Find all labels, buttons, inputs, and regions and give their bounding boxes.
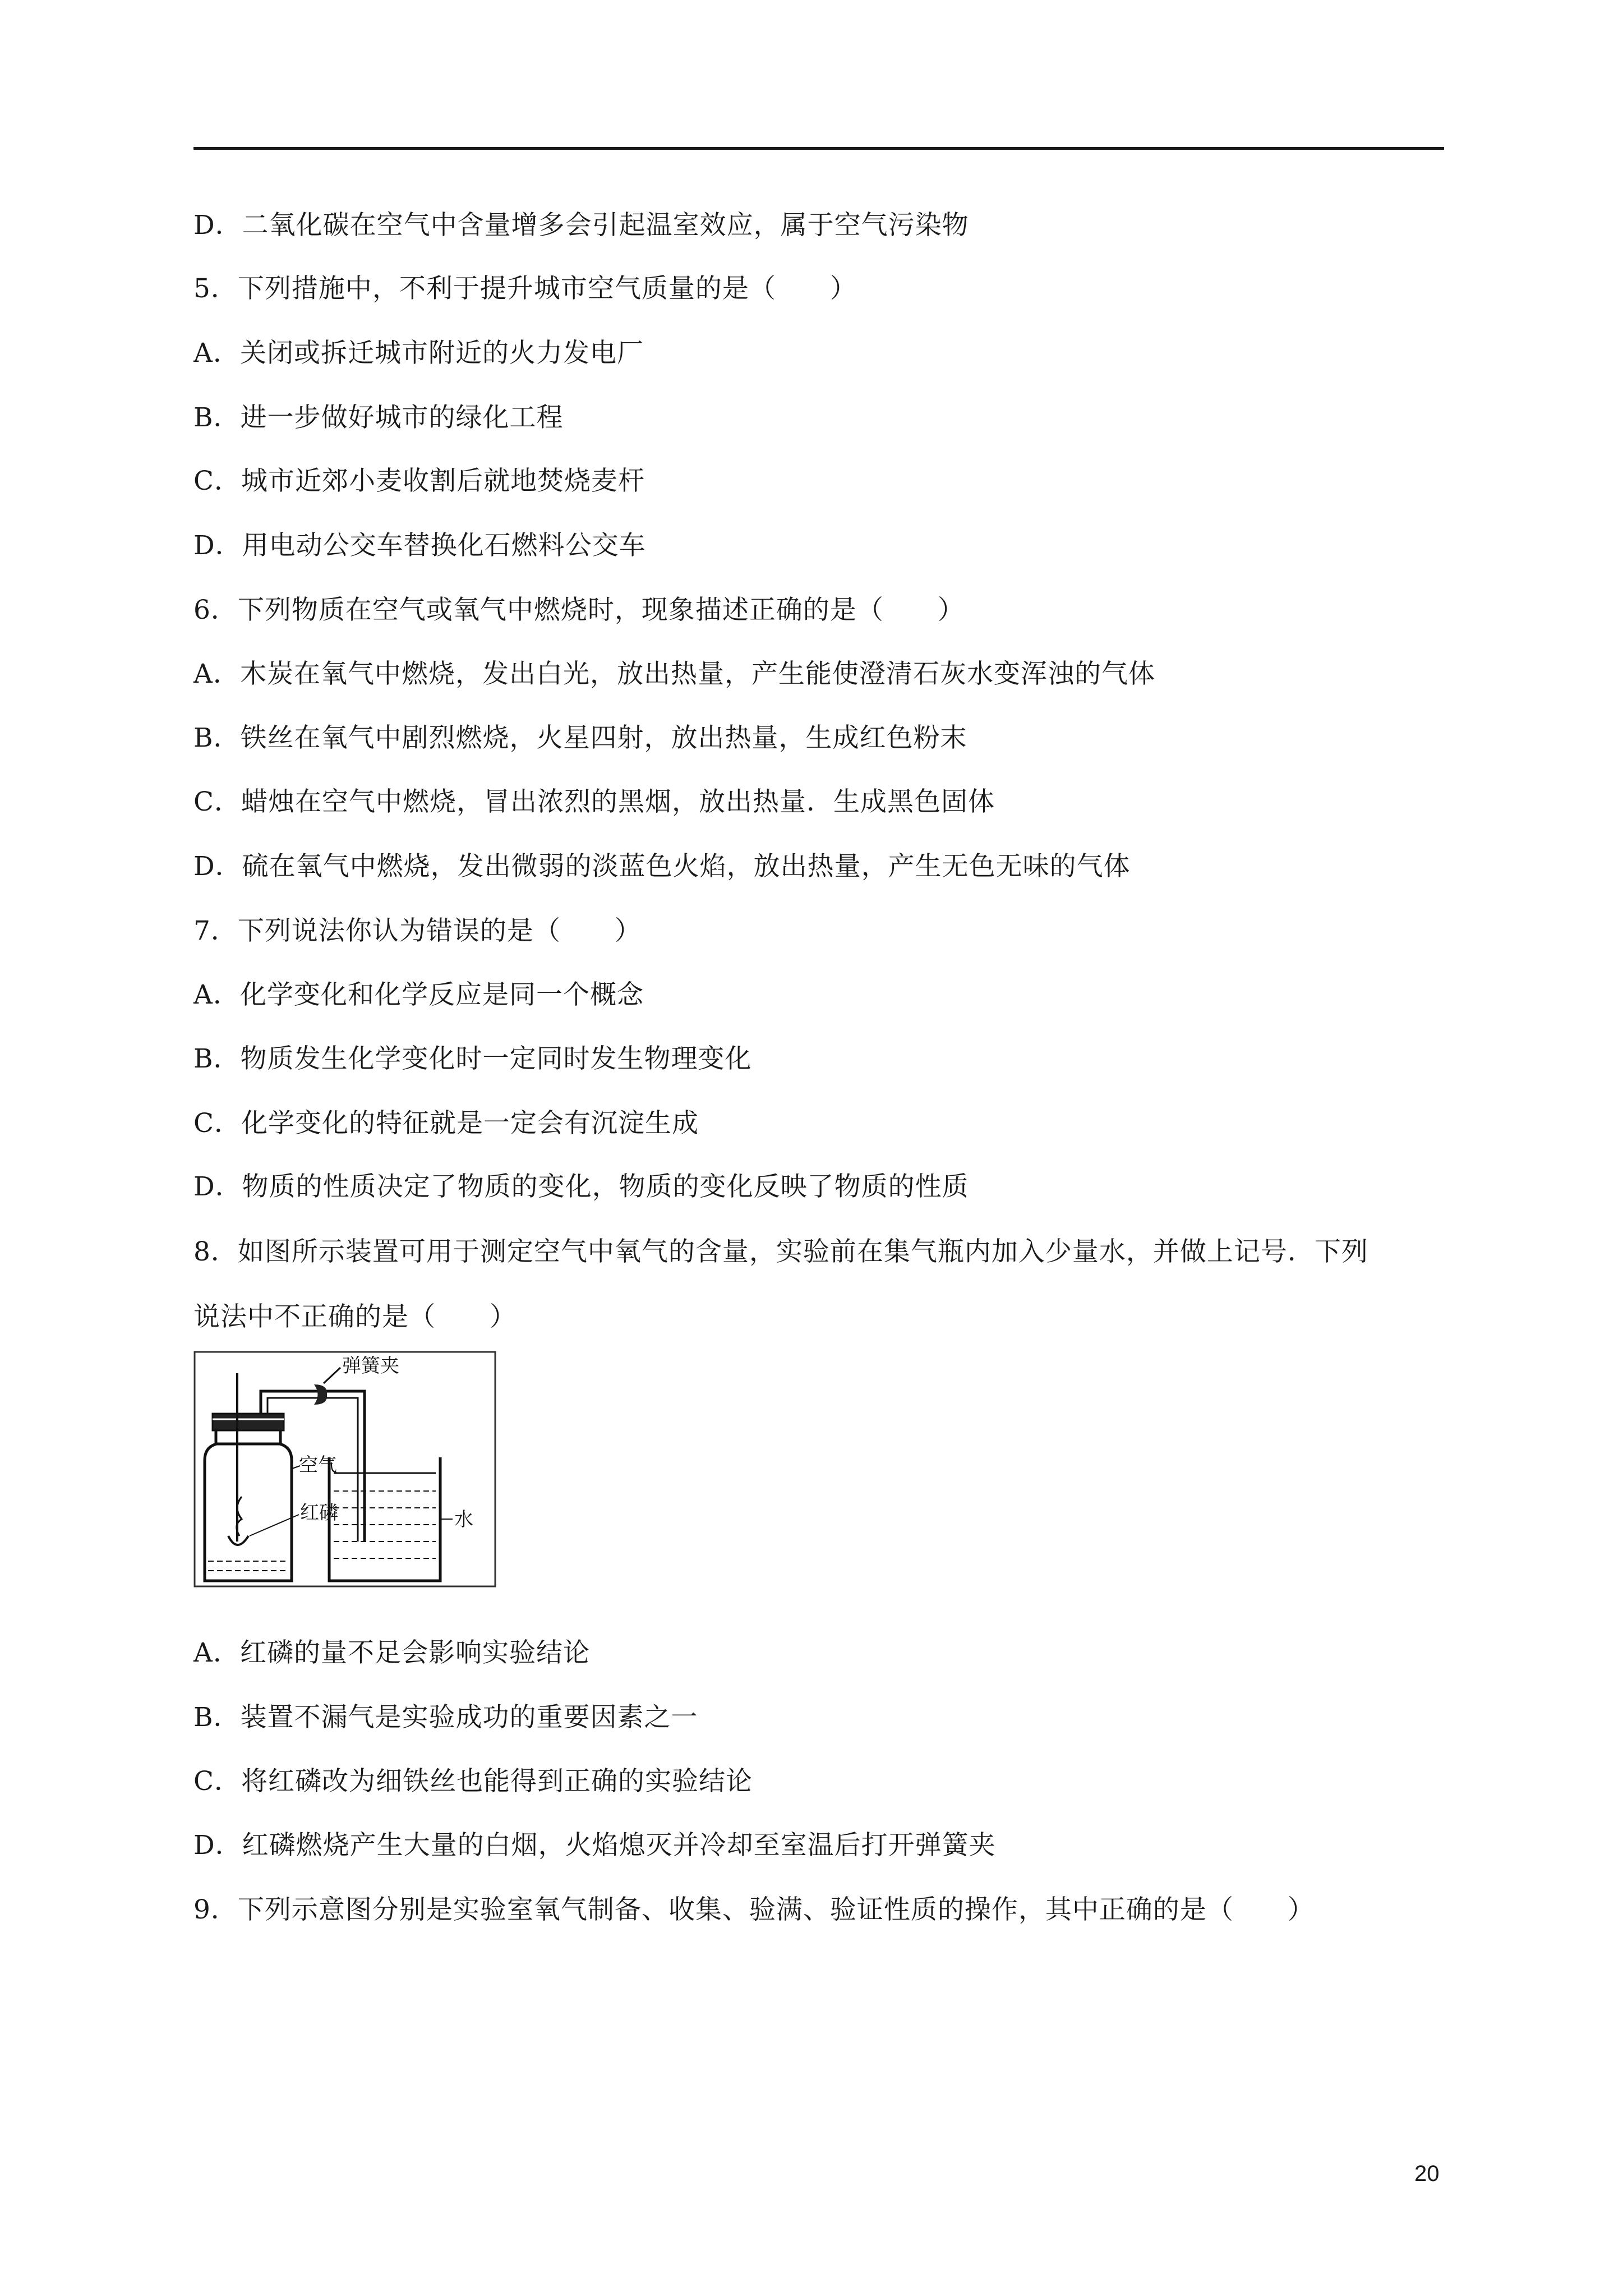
option-8a: A．红磷的量不足会影响实验结论 bbox=[193, 1637, 590, 1668]
option-7c: C．化学变化的特征就是一定会有沉淀生成 bbox=[193, 1108, 699, 1139]
option-8c: C．将红磷改为细铁丝也能得到正确的实验结论 bbox=[193, 1766, 753, 1797]
question-9: 9．下列示意图分别是实验室氧气制备、收集、验满、验证性质的操作，其中正确的是（ ） bbox=[193, 1894, 1315, 1925]
label-spring-clamp: 弹簧夹 bbox=[342, 1355, 399, 1377]
label-water: 水 bbox=[454, 1508, 473, 1531]
question-8-line-1: 8．如图所示装置可用于测定空气中氧气的含量，实验前在集气瓶内加入少量水，并做上记号．下列 bbox=[193, 1236, 1368, 1267]
option-7a: A．化学变化和化学反应是同一个概念 bbox=[193, 979, 644, 1010]
question-7: 7．下列说法你认为错误的是（ ） bbox=[193, 915, 642, 946]
option-8d: D．红磷燃烧产生大量的白烟，火焰熄灭并冷却至室温后打开弹簧夹 bbox=[193, 1830, 996, 1861]
question-6: 6．下列物质在空气或氧气中燃烧时，现象描述正确的是（ ） bbox=[193, 595, 965, 625]
option-6a: A．木炭在氧气中燃烧，发出白光，放出热量，产生能使澄清石灰水变浑浊的气体 bbox=[193, 659, 1155, 689]
option-6d: D．硫在氧气中燃烧，发出微弱的淡蓝色火焰，放出热量，产生无色无味的气体 bbox=[193, 851, 1131, 882]
label-red-phosphorus: 红磷 bbox=[300, 1502, 338, 1524]
option-5b: B．进一步做好城市的绿化工程 bbox=[193, 402, 564, 433]
page-number: 20 bbox=[1414, 2161, 1440, 2186]
option-7d: D．物质的性质决定了物质的变化，物质的变化反映了物质的性质 bbox=[193, 1171, 969, 1202]
question-8-line-2: 说法中不正确的是（ ） bbox=[193, 1301, 517, 1332]
option-7b: B．物质发生化学变化时一定同时发生物理变化 bbox=[193, 1043, 752, 1074]
question-5: 5．下列措施中，不利于提升城市空气质量的是（ ） bbox=[193, 273, 857, 304]
option-5d: D．用电动公交车替换化石燃料公交车 bbox=[193, 530, 646, 561]
option-6b: B．铁丝在氧气中剧烈燃烧，火星四射，放出热量，生成红色粉末 bbox=[193, 723, 967, 753]
header-rule bbox=[193, 147, 1444, 150]
option-8b: B．装置不漏气是实验成功的重要因素之一 bbox=[193, 1702, 698, 1733]
option-4d: D．二氧化碳在空气中含量增多会引起温室效应，属于空气污染物 bbox=[193, 210, 969, 241]
option-5a: A．关闭或拆迁城市附近的火力发电厂 bbox=[193, 338, 644, 369]
option-6c: C．蜡烛在空气中燃烧，冒出浓烈的黑烟，放出热量．生成黑色固体 bbox=[193, 786, 995, 817]
oxygen-content-apparatus-figure bbox=[193, 1351, 496, 1588]
label-air: 空气 bbox=[299, 1454, 337, 1476]
option-5c: C．城市近郊小麦收割后就地焚烧麦杆 bbox=[193, 466, 645, 496]
